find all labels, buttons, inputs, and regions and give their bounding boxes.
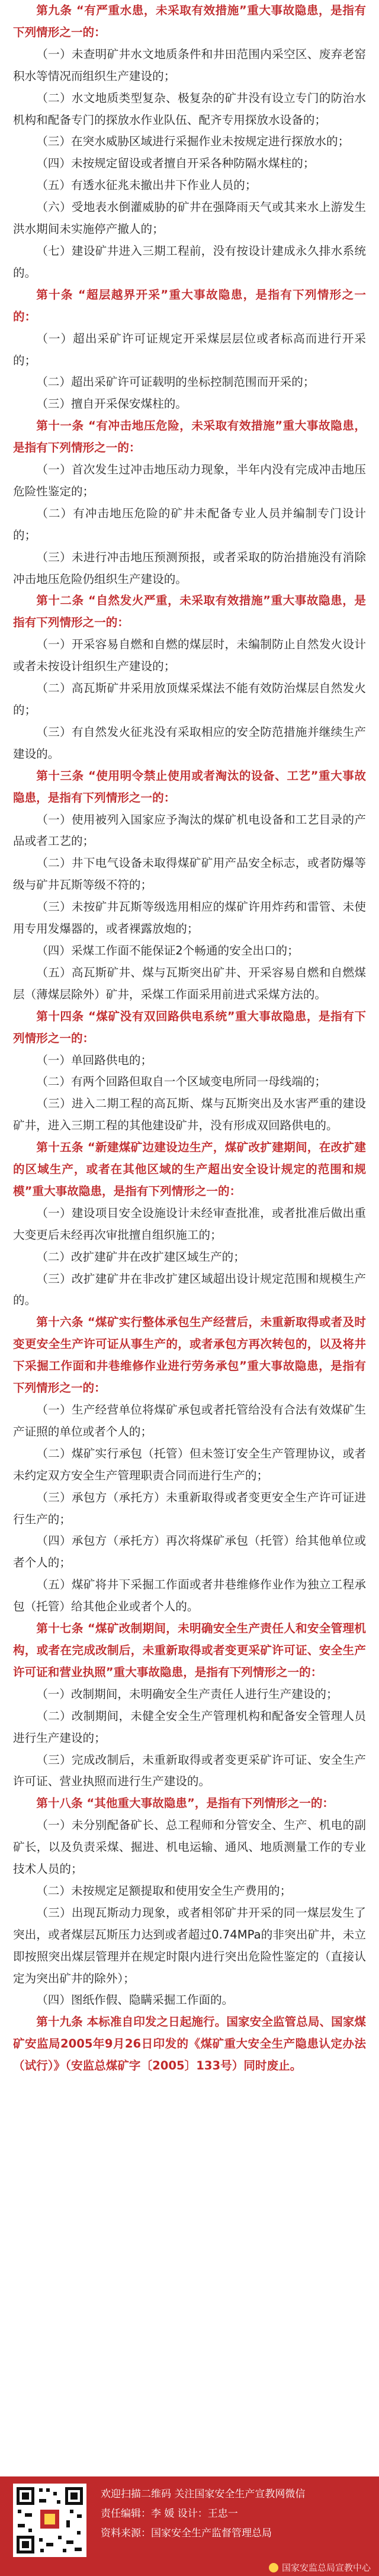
- article-clause: （五）有透水征兆未撤出井下作业人员的；: [36, 178, 257, 193]
- article-heading: 第十九条 本标准自印发之日起施行。国家安全监管总局、国家煤矿安监局2005年9月26日印发的《煤矿重大安全生产隐患认定办法（试行）》（安监总煤矿字〔2005〕133号）同时废止。: [13, 2015, 366, 2073]
- article-clause: （五）煤矿将井下采掘工作面或者井巷维修作业作为独立工程承包（托管）给其他企业或者个人的。: [13, 1578, 366, 1614]
- footer-follow-text: 欢迎扫描二维码 关注国家安全生产宣教网微信: [101, 2488, 306, 2500]
- article-heading: 第十六条 “煤矿实行整体承包生产经营后，未重新取得或者及时变更安全生产许可证从事生产的，或者承包方再次转包的，以及将井下采掘工作面和井巷维修作业进行劳务承包”重大事故隐患，是指有下列情形之一的：: [13, 1315, 366, 1395]
- article-clause: （一）未分别配备矿长、总工程师和分管安全、生产、机电的副矿长，以及负责采煤、掘进、机电运输、通风、地质测量工作的专业技术人员的；: [13, 1818, 366, 1876]
- article-clause: （二）煤矿实行承包（托管）但未签订安全生产管理协议，或者未约定双方安全生产管理职责合同而进行生产的；: [13, 1446, 366, 1482]
- article-clause: （二）有两个回路但取自一个区域变电所同一母线端的；: [36, 1075, 327, 1089]
- article-clause: （二）超出采矿许可证载明的坐标控制范围而开采的；: [36, 375, 315, 389]
- article-clause: （一）生产经营单位将煤矿承包或者托管给没有合法有效煤矿生产证照的单位或者个人的；: [13, 1403, 366, 1438]
- article-heading: 第十三条 “使用明令禁止使用或者淘汰的设备、工艺”重大事故隐患，是指有下列情形之一的：: [13, 768, 366, 805]
- footer-source-text: 资料来源：国家安全生产监督管理总局: [101, 2527, 272, 2539]
- article-clause: （二）改制期间，未健全安全生产管理机构和配备安全管理人员进行生产建设的；: [13, 1709, 366, 1745]
- footer-editor-text: 责任编辑：李 媛 设计：王忠一: [101, 2508, 238, 2520]
- article-clause: （一）建设项目安全设施设计未经审查批准，或者批准后做出重大变更后未经再次审批擅自组织施工的；: [13, 1206, 366, 1242]
- article-clause: （一）未查明矿井水文地质条件和井田范围内采空区、废弃老窑积水等情况而组织生产建设的；: [13, 47, 366, 83]
- article-clause: （三）在突水威胁区域进行采掘作业未按规定进行探放水的；: [36, 134, 350, 149]
- article-clause: （一）使用被列入国家应予淘汰的煤矿机电设备和工艺目录的产品或者工艺的；: [13, 812, 366, 848]
- article-clause: （三）擅自开采保安煤柱的。: [36, 397, 187, 411]
- article-heading: 第九条 “有严重水患，未采取有效措施”重大事故隐患，是指有下列情形之一的：: [13, 4, 366, 39]
- footer-text: [101, 2485, 373, 2543]
- article-clause: （二）井下电气设备未取得煤矿矿用产品安全标志，或者防爆等级与矿井瓦斯等级不符的；: [13, 856, 366, 892]
- article-clause: （一）单回路供电的；: [36, 1053, 153, 1067]
- article-clause: （三）未按矿井瓦斯等级选用相应的煤矿许用炸药和雷管、未使用专用发爆器的，或者裸露放炮的；: [13, 900, 366, 936]
- article-clause: （一）超出采矿许可证规定开采煤层层位或者标高而进行开采的；: [13, 331, 366, 367]
- qr-code[interactable]: [13, 2484, 86, 2557]
- article-clause: （四）采煤工作面不能保证2个畅通的安全出口的；: [36, 943, 299, 957]
- article-clause: （三）完成改制后，未重新取得或者变更采矿许可证、安全生产许可证、营业执照而进行生产建设的。: [13, 1752, 366, 1789]
- brand-watermark: [269, 2561, 371, 2574]
- article-heading: 第十条 “超层越界开采”重大事故隐患，是指有下列情形之一的：: [13, 287, 366, 323]
- article-clause: （七）建设矿井进入三期工程前，没有按设计建成永久排水系统的。: [13, 243, 366, 280]
- article-heading: 第十七条 “煤矿改制期间，未明确安全生产责任人和安全管理机构，或者在完成改制后，未重新取得或者变更采矿许可证、安全生产许可证和营业执照”重大事故隐患，是指有下列情形之一的：: [13, 1622, 366, 1679]
- article-clause: （二）水文地质类型复杂、极复杂的矿井没有设立专门的防治水机构和配备专门的探放水作业队伍、配齐专用探放水设备的；: [13, 91, 366, 127]
- article-clause: （四）承包方（承托方）再次将煤矿承包（托管）给其他单位或者个人的；: [13, 1534, 366, 1570]
- article-clause: （三）有自然发火征兆没有采取相应的安全防范措施并继续生产建设的。: [13, 725, 366, 761]
- article-heading: 第十八条 “其他重大事故隐患”，是指有下列情形之一的：: [36, 1796, 335, 1811]
- article-heading: 第十一条 “有冲击地压危险，未采取有效措施”重大事故隐患，是指有下列情形之一的：: [13, 419, 366, 455]
- article-clause: （一）开采容易自燃和自燃的煤层时，未编制防止自然发火设计或者未按设计组织生产建设的；: [13, 637, 366, 674]
- article-clause: （二）高瓦斯矿井采用放顶煤采煤法不能有效防治煤层自然发火的；: [13, 681, 366, 717]
- article-heading: 第十四条 “煤矿没有双回路供电系统”重大事故隐患，是指有下列情形之一的：: [13, 1009, 366, 1045]
- article-clause: （二）未按规定足额提取和使用安全生产费用的；: [36, 1883, 292, 1898]
- brand-text: 国家安监总局宣教中心: [281, 2562, 371, 2573]
- footer-banner: [0, 2476, 379, 2576]
- article-heading: 第十二条 “自然发火严重，未采取有效措施”重大事故隐患，是指有下列情形之一的：: [13, 594, 366, 630]
- article-clause: （三）承包方（承托方）未重新取得或者变更安全生产许可证进行生产的；: [13, 1490, 366, 1526]
- article-heading: 第十五条 “新建煤矿边建设边生产，煤矿改扩建期间，在改扩建的区域生产，或者在其他区域的生产超出安全设计规定的范围和规模”重大事故隐患，是指有下列情形之一的：: [13, 1140, 366, 1198]
- article-clause: （四）图纸作假、隐瞒采掘工作面的。: [36, 1993, 234, 2007]
- qr-code-graphic: [13, 2484, 86, 2557]
- brand-logo-icon: [269, 2563, 278, 2572]
- article-clause: （一）首次发生过冲击地压动力现象，半年内没有完成冲击地压危险性鉴定的；: [13, 463, 366, 498]
- article-clause: （一）改制期间，未明确安全生产责任人进行生产建设的；: [36, 1687, 338, 1701]
- article-clause: （二）有冲击地压危险的矿井未配备专业人员并编制专门设计的；: [13, 506, 366, 542]
- article-clause: （四）未按规定留设或者擅自开采各种防隔水煤柱的；: [36, 156, 315, 171]
- article-clause: （六）受地表水倒灌威胁的矿井在强降雨天气或其来水上游发生洪水期间未实施停产撤人的；: [13, 200, 366, 236]
- article-clause: （三）进入二期工程的高瓦斯、煤与瓦斯突出及水害严重的建设矿井，进入三期工程的其他建设矿井，没有形成双回路供电的。: [13, 1097, 366, 1133]
- article-clause: （五）高瓦斯矿井、煤与瓦斯突出矿井、开采容易自燃和自燃煤层（薄煤层除外）矿井，采煤工作面采用前进式采煤方法的。: [13, 965, 366, 1001]
- article-clause: （三）出现瓦斯动力现象，或者相邻矿井开采的同一煤层发生了突出，或者煤层瓦斯压力达到或者超过0.74MPa的非突出矿井，未立即按照突出煤层管理并在规定时限内进行突出危险性鉴定的（直接认定为突出矿井的除外）；: [13, 1905, 366, 1985]
- article-clause: （三）改扩建矿井在非改扩建区域超出设计规定范围和规模生产的。: [13, 1271, 366, 1308]
- article-clause: （三）未进行冲击地压预测预报，或者采取的防治措施没有消除冲击地压危险仍组织生产建设的。: [13, 550, 366, 586]
- article-clause: （二）改扩建矿井在改扩建区域生产的；: [36, 1249, 245, 1264]
